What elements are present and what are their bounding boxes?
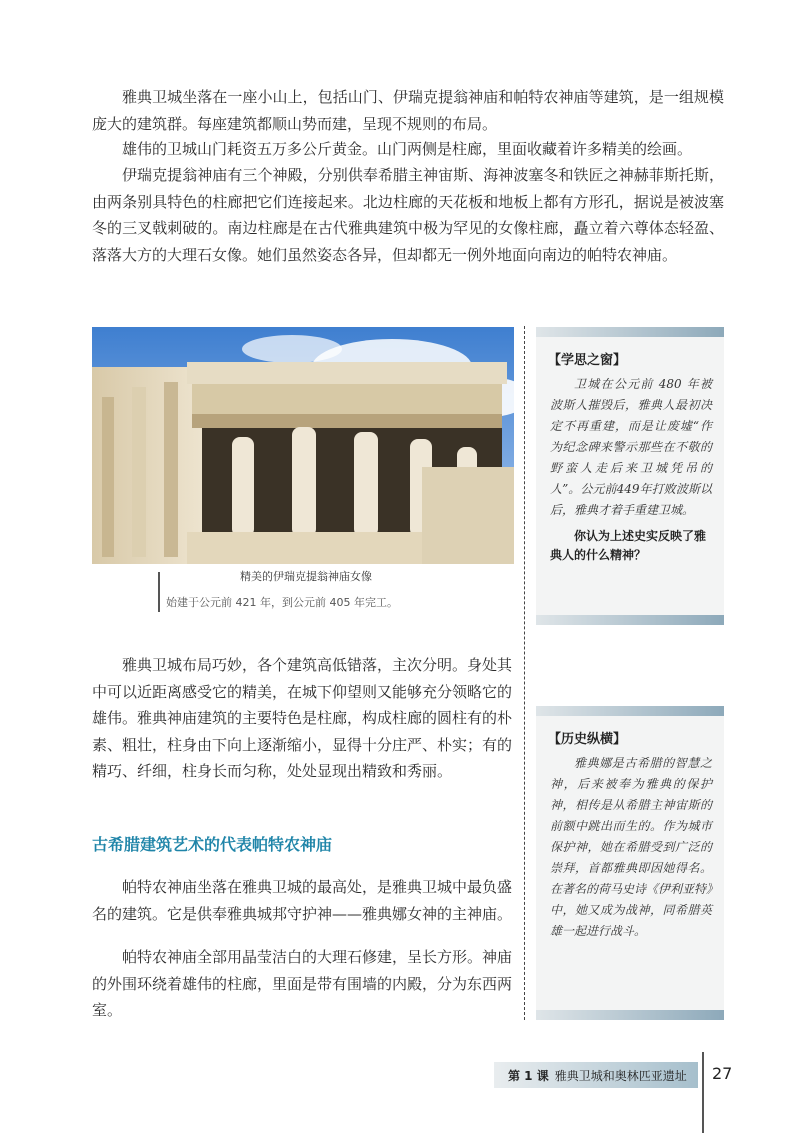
footer-rule — [702, 1052, 704, 1133]
caption-marker — [158, 572, 160, 612]
box-top-bar — [536, 327, 724, 337]
think-box-question: 你认为上述史实反映了雅典人的什么精神？ — [550, 529, 707, 562]
paragraph-acropolis-layout: 雅典卫城布局巧妙，各个建筑高低错落，主次分明。身处其中可以近距离感受它的精美，在城下仰望则又能够充分领略它的雄伟。雅典神庙建筑的主要特色是柱廊，构成柱廊的圆柱有的朴素、粗壮，柱身由下向上逐渐缩小，显得十分庄严、朴实；有的精巧、纤细，柱身长而匀称，处处显现出精致和秀丽。 — [92, 656, 513, 780]
footer-lesson-title: 雅典卫城和奥林匹亚遗址 — [554, 1069, 687, 1083]
caption-title: 精美的伊瑞克提翁神庙女像 — [240, 570, 372, 583]
think-box-text: 卫城在公元前 480 年被波斯人摧毁后，雅典人最初决定不再重建，而是让废墟“作为纪念碑来警示那些在不敬的野蛮人走后来卫城凭吊的人”。公元前449年打败波斯以后，雅典才着手重建卫城。 — [550, 377, 712, 517]
footer-text — [508, 1067, 687, 1084]
paragraph-acropolis-intro: 雅典卫城坐落在一座小山上，包括山门、伊瑞克提翁神庙和帕特农神庙等建筑，是一组规模庞大的建筑群。每座建筑都顺山势而建，呈现不规则的布局。 — [92, 88, 724, 133]
box-bottom-bar — [536, 1010, 724, 1020]
caption-subtitle: 始建于公元前 421 年，到公元前 405 年完工。 — [166, 596, 398, 609]
erechtheion-caryatids-photo — [92, 327, 514, 564]
photo-caption — [166, 568, 496, 610]
box-top-bar — [536, 706, 724, 716]
footer-lesson-number: 第 1 课 — [508, 1069, 549, 1083]
paragraph-propylaea: 雄伟的卫城山门耗资五万多公斤黄金。山门两侧是柱廊，里面收藏着许多精美的绘画。 — [122, 140, 693, 158]
column-divider — [524, 326, 525, 1020]
think-box-title: 【学思之窗】 — [548, 353, 627, 368]
paragraph-erechtheion: 伊瑞克提翁神庙有三个神殿，分别供奉希腊主神宙斯、海神波塞冬和铁匠之神赫菲斯托斯，由两条别具特色的柱廊把它们连接起来。北边柱廊的天花板和地板上都有方形孔，据说是被波塞冬的三叉戟刺破的。南边柱廊是在古代雅典建筑中极为罕见的女像柱廊，矗立着六尊体态轻盈、落落大方的大理石女像。她们虽然姿态各异，但却都无一例外地面向南边的帕特农神庙。 — [92, 166, 724, 264]
history-box-text: 雅典娜是古希腊的智慧之神，后来被奉为雅典的保护神，相传是从希腊主神宙斯的前额中跳出而生的。作为城市保护神，她在希腊受到广泛的崇拜，首都雅典即因她得名。在著名的荷马史诗《伊利亚特》中，她又成为战神，同希腊英雄一起进行战斗。 — [550, 756, 713, 938]
history-box — [536, 706, 724, 1020]
paragraph-parthenon-structure: 帕特农神庙全部用晶莹洁白的大理石修建，呈长方形。神庙的外围环绕着雄伟的柱廊，里面是带有围墙的内殿，分为东西两室。 — [92, 948, 513, 1019]
running-footer — [494, 1062, 698, 1088]
page-number: 27 — [712, 1064, 733, 1083]
think-window-box — [536, 327, 724, 625]
paragraph-parthenon-location: 帕特农神庙坐落在雅典卫城的最高处，是雅典卫城中最负盛名的建筑。它是供奉雅典城邦守护神——雅典娜女神的主神庙。 — [92, 878, 513, 923]
history-box-title: 【历史纵横】 — [548, 732, 627, 747]
box-bottom-bar — [536, 615, 724, 625]
section-heading-parthenon: 古希腊建筑艺术的代表帕特农神庙 — [92, 835, 333, 854]
